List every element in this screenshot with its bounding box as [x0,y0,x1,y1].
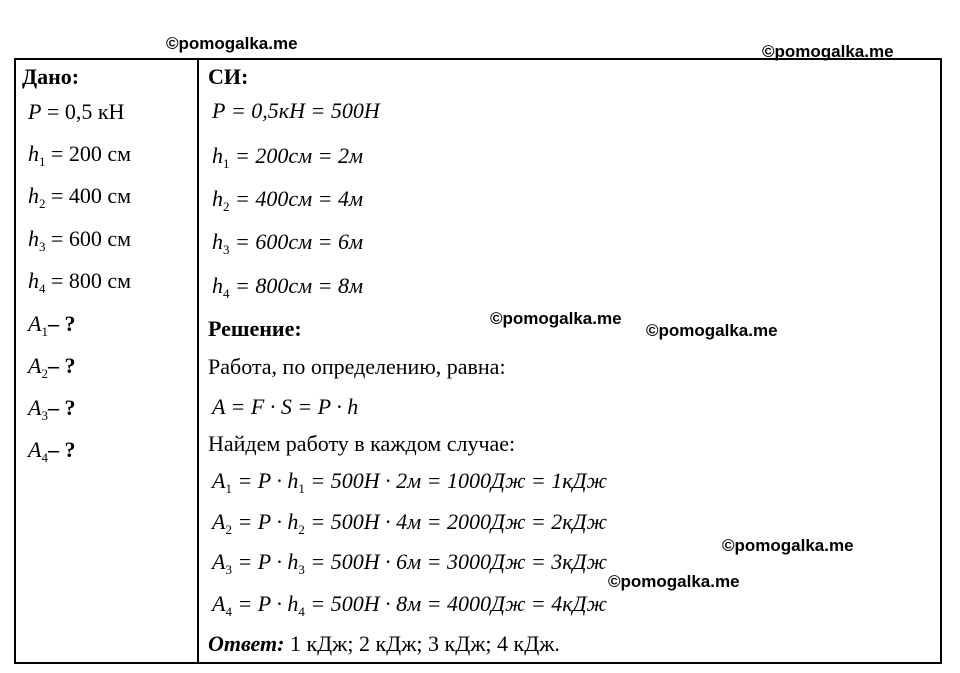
watermark: ©pomogalka.me [762,42,894,61]
watermark: ©pomogalka.me [722,536,854,555]
si-item: $h_1 = 200см = 2м$ [212,143,364,171]
given-unknown: $A_2-$ ? [28,353,76,381]
column-divider [197,58,199,664]
si-item: $h_3 = 600см = 6м$ [212,229,364,257]
si-item: $h_4 = 800см = 8м$ [212,273,364,301]
solution-formula: A = F · S = P · h [212,394,359,419]
answer [208,631,560,657]
given-item: $h_3 = 600$ см [28,226,132,254]
si-item: $h_2 = 400см = 4м$ [212,186,364,214]
watermark: ©pomogalka.me [608,572,740,591]
solution-line: Найдем работу в каждом случае: [208,431,516,456]
given-item: $h_4 = 800$ см [28,268,132,296]
watermark: ©pomogalka.me [646,321,778,340]
given-title: Дано: [22,64,80,89]
watermark: ©pomogalka.me [490,309,622,328]
given-item: $h_1 = 200$ см [28,141,132,169]
solution-line: Работа, по определению, равна: [208,354,506,379]
given-item: $h_2 = 400$ см [28,183,132,211]
given-unknown: $A_4-$ ? [28,437,76,465]
solution-step: $A_2 = P \cdot h_2 = 500Н \cdot 4м = 2000Дж = 2кДж$ [212,509,608,537]
given-unknown: $A_1-$ ? [28,311,76,339]
answer-text: 1 кДж; 2 кДж; 3 кДж; 4 кДж. [284,631,560,656]
solution-title: Решение: [208,316,302,341]
solution-step: $A_4 = P \cdot h_4 = 500Н \cdot 8м = 4000Дж = 4кДж$ [212,591,608,619]
si-title: СИ: [208,64,249,89]
watermark: ©pomogalka.me [166,34,298,53]
solution-step: $A_1 = P \cdot h_1 = 500Н \cdot 2м = 1000Дж = 1кДж$ [212,468,608,496]
given-unknown: $A_3-$ ? [28,395,76,423]
solution-step: $A_3 = P \cdot h_3 = 500Н \cdot 6м = 3000Дж = 3кДж$ [212,549,608,577]
si-item: P = 0,5кН = 500Н [212,98,380,123]
answer-label: Ответ: [208,631,285,656]
given-item: P = 0,5 кН [28,99,125,124]
